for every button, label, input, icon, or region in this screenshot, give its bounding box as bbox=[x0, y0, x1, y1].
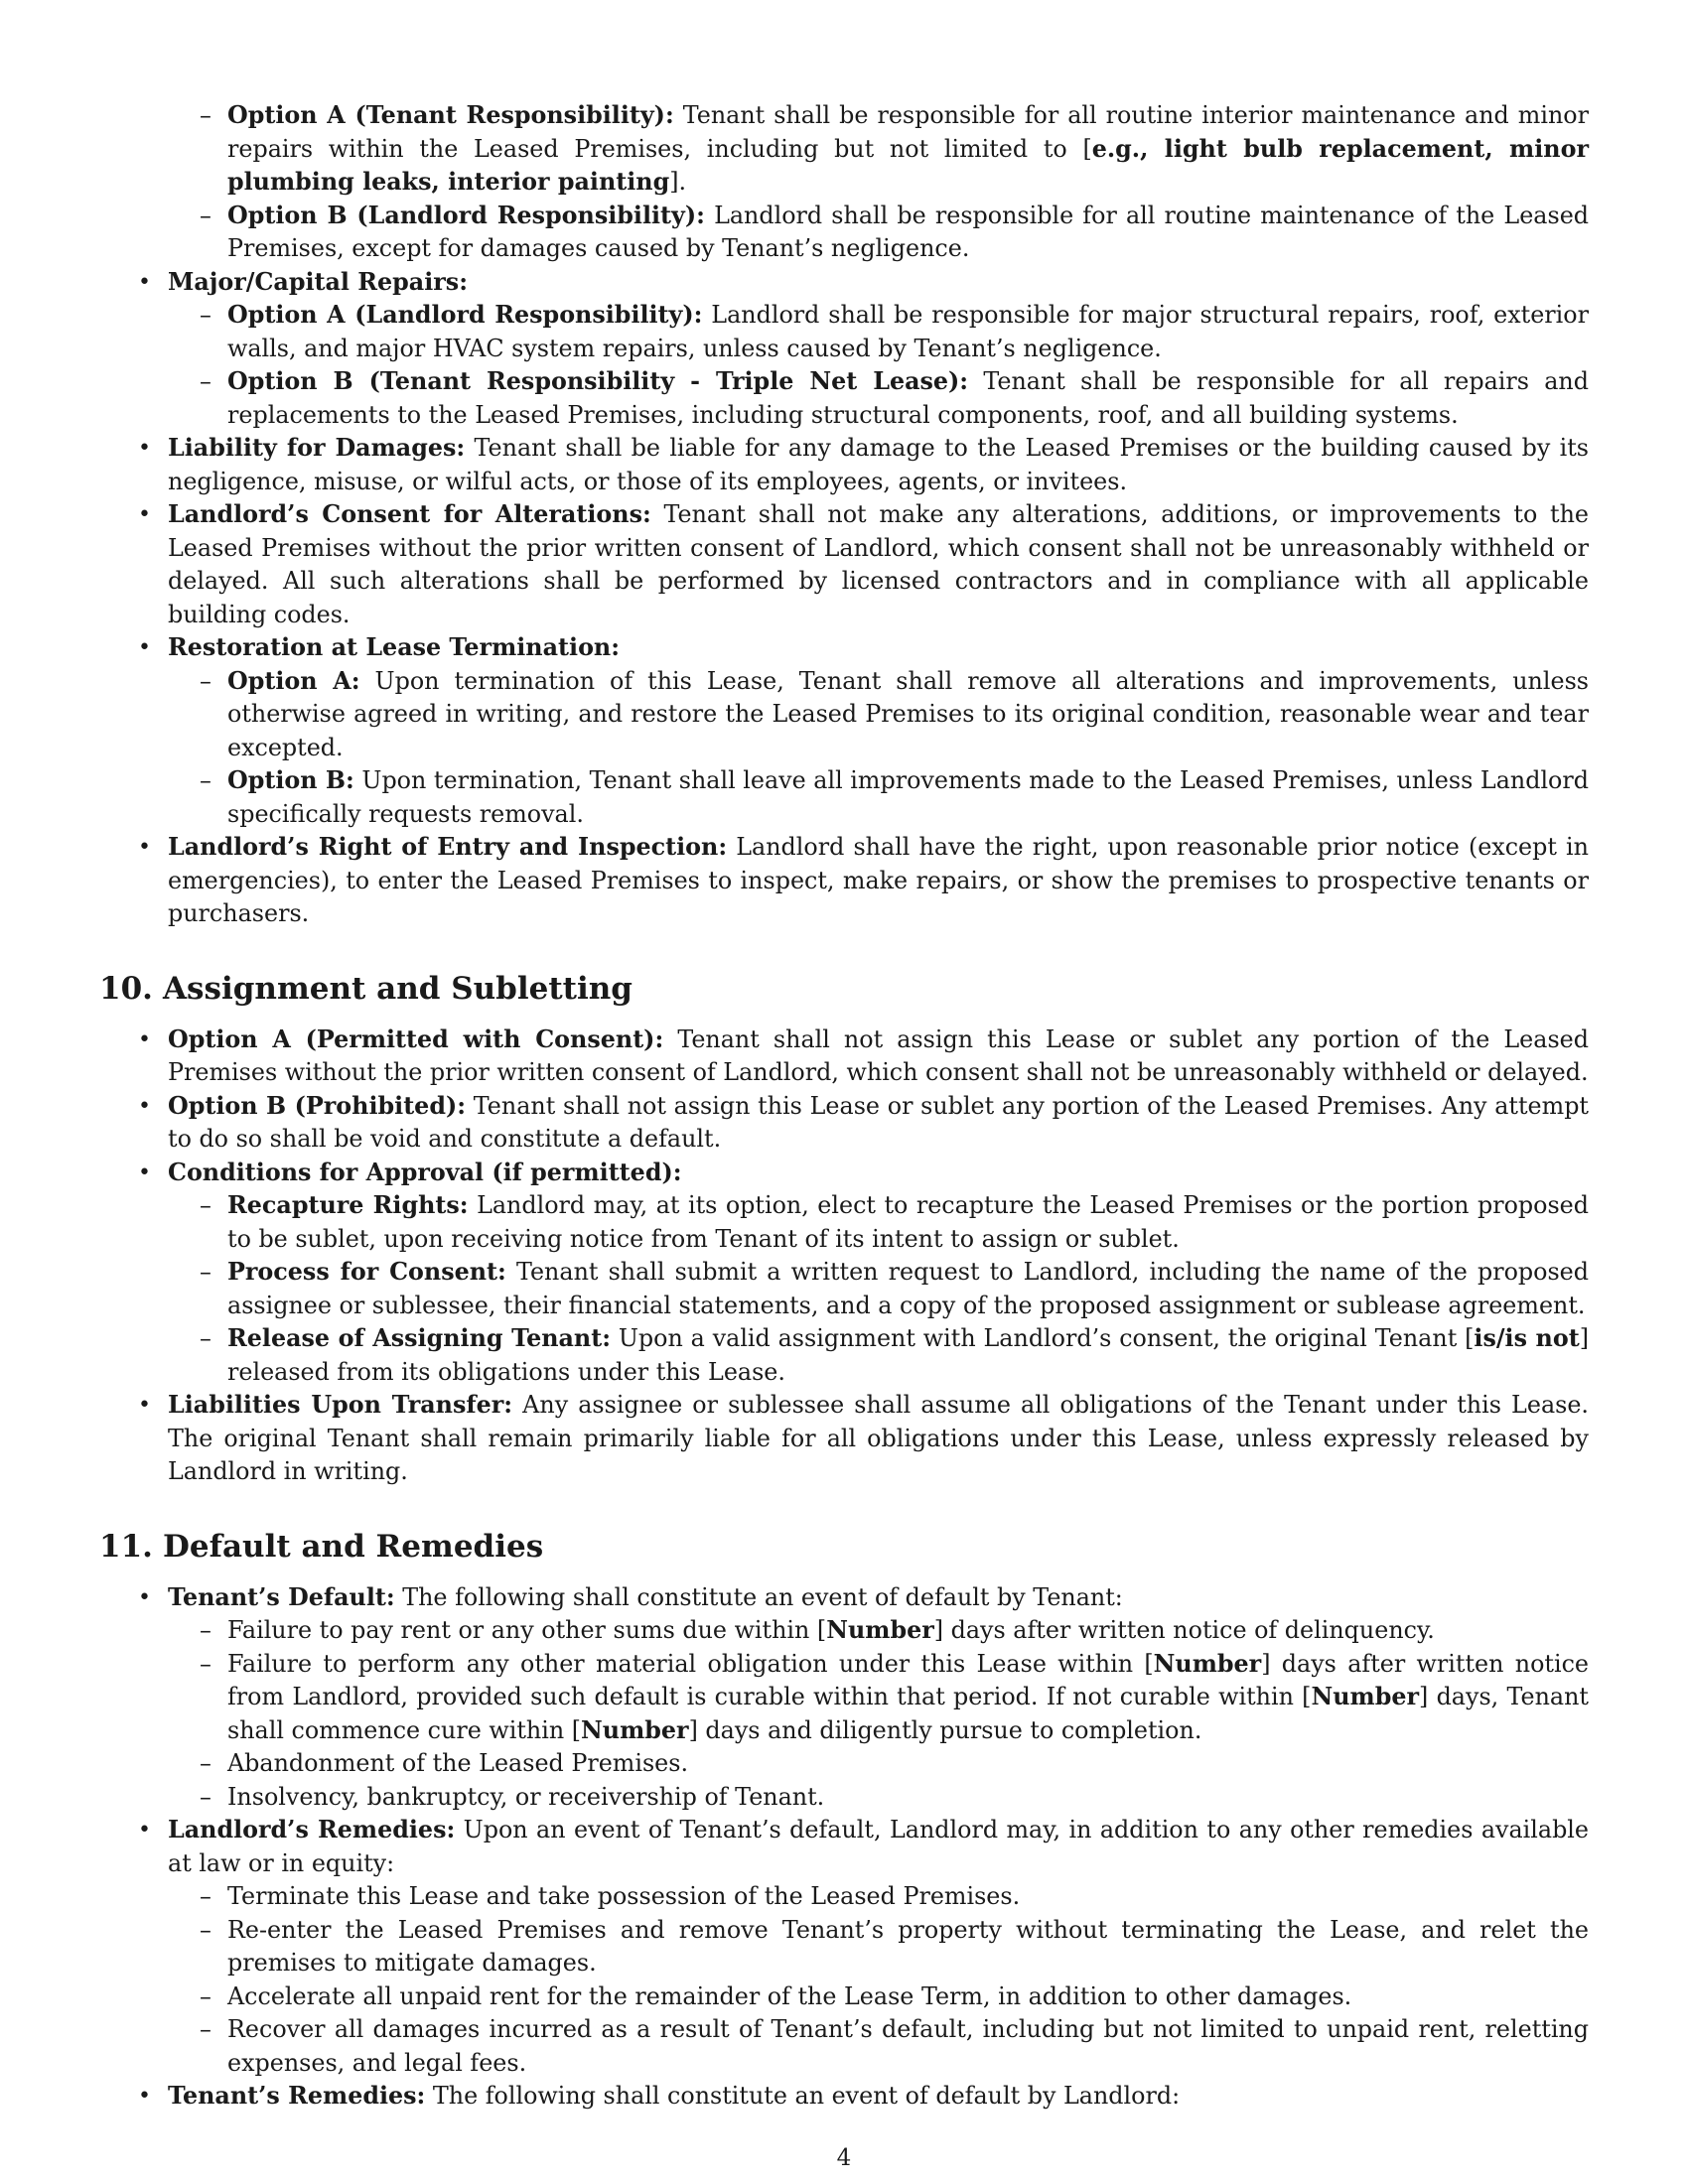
default-abandonment: – Abandonment of the Leased Premises. bbox=[168, 1747, 1589, 1781]
default-nonperformance: – Failure to perform any other material obligation under this Lease within [Number] days after written notice from Landlord, provided such default is curable within that period. If not curable within [Number] days, Tenant shall commence cure within [Number] days and diligently pursue to completion. bbox=[168, 1648, 1589, 1748]
restoration-options-list bbox=[168, 665, 1589, 832]
page-number: 4 bbox=[836, 2145, 852, 2171]
tenant-default-list bbox=[168, 1614, 1589, 1814]
routine-option-a: – Option A (Tenant Responsibility): Tenant shall be responsible for all routine interior maintenance and minor repairs within the Leased Premises, including but not limited to [e.g., light bulb replacement, minor plumbing leaks, interior painting]. bbox=[168, 99, 1589, 200]
restoration-option-b: – Option B: Upon termination, Tenant shall leave all improvements made to the Leased Premises, unless Landlord specifically requests removal. bbox=[168, 764, 1589, 831]
section-10-list bbox=[99, 1024, 1589, 1489]
remedy-reenter: – Re-enter the Leased Premises and remove Tenant’s property without terminating the Lease, and relet the premises to mitigate damages. bbox=[168, 1914, 1589, 1980]
process-for-consent: – Process for Consent: Tenant shall submit a written request to Landlord, including the name of the proposed assignee or sublessee, their financial statements, and a copy of the proposed assignment or sublease agreement. bbox=[168, 1256, 1589, 1322]
approval-conditions-list bbox=[168, 1189, 1589, 1389]
section-10-heading: 10. Assignment and Subletting bbox=[99, 970, 633, 1007]
release-of-assigning-tenant: – Release of Assigning Tenant: Upon a valid assignment with Landlord’s consent, the original Tenant [is/is not] released from its obligations under this Lease. bbox=[168, 1322, 1589, 1389]
remedy-terminate: – Terminate this Lease and take possession of the Leased Premises. bbox=[168, 1880, 1589, 1914]
major-option-a: – Option A (Landlord Responsibility): Landlord shall be responsible for major structural repairs, roof, exterior walls, and major HVAC system repairs, unless caused by Tenant’s negligence. bbox=[168, 299, 1589, 365]
section-11-heading: 11. Default and Remedies bbox=[99, 1528, 544, 1565]
liabilities-upon-transfer: • Liabilities Upon Transfer: Any assignee or sublessee shall assume all obligations of the Tenant under this Lease. The original Tenant shall remain primarily liable for all obligations under this Lease, unless expressly released by Landlord in writing. bbox=[99, 1389, 1589, 1489]
major-repairs-item: • Major/Capital Repairs: – Option A (Landlord Responsibility): Landlord shall be responsible for major structural repairs, roof, exterior walls, and major HVAC system repairs, unless caused by Tenant’s negligence. – Option B (Tenant Responsibility - Triple Net Lease): Tenant shall be responsible for all repairs and replacements to the Leased Premises, including structural components, roof, and all building systems. bbox=[99, 266, 1589, 433]
remedy-recover-damages: – Recover all damages incurred as a result of Tenant’s default, including but not limited to unpaid rent, reletting expenses, and legal fees. bbox=[168, 2013, 1589, 2080]
recapture-rights: – Recapture Rights: Landlord may, at its option, elect to recapture the Leased Premises or the portion proposed to be sublet, upon receiving notice from Tenant of its intent to assign or sublet. bbox=[168, 1189, 1589, 1256]
remedy-accelerate: – Accelerate all unpaid rent for the remainder of the Lease Term, in addition to other damages. bbox=[168, 1980, 1589, 2014]
tenant-remedies-item: • Tenant’s Remedies: The following shall constitute an event of default by Landlord: bbox=[99, 2080, 1589, 2114]
default-nonpayment: – Failure to pay rent or any other sums due within [Number] days after written notice of delinquency. bbox=[168, 1614, 1589, 1648]
default-insolvency: – Insolvency, bankruptcy, or receivership of Tenant. bbox=[168, 1781, 1589, 1815]
routine-maintenance-item bbox=[99, 99, 1589, 266]
routine-option-b: – Option B (Landlord Responsibility): Landlord shall be responsible for all routine maintenance of the Leased Premises, except for damages caused by Tenant’s negligence. bbox=[168, 200, 1589, 266]
alterations-consent-item: • Landlord’s Consent for Alterations: Tenant shall not make any alterations, additions, or improvements to the Leased Premises without the prior written consent of Landlord, which consent shall not be unreasonably withheld or delayed. All such alterations shall be performed by licensed contractors and in compliance with all applicable building codes. bbox=[99, 498, 1589, 631]
landlord-remedies-item: • Landlord’s Remedies: Upon an event of Tenant’s default, Landlord may, in addition to any other remedies available at law or in equity: – Terminate this Lease and take possession of the Leased Premises. – Re-enter the Leased Premises and remove Tenant’s property without terminating the Lease, and relet the premises to mitigate damages. – Accelerate all unpaid rent for the remainder of the Lease Term, in addition to other damages. – Recover all damages incurred as a result of Tenant’s default, including but not limited to unpaid rent, reletting expenses, and legal fees. bbox=[99, 1814, 1589, 2080]
liability-item: • Liability for Damages: Tenant shall be liable for any damage to the Leased Premises or the building caused by its negligence, misuse, or wilful acts, or those of its employees, agents, or invitees. bbox=[99, 432, 1589, 498]
restoration-option-a: – Option A: Upon termination of this Lease, Tenant shall remove all alterations and improvements, unless otherwise agreed in writing, and restore the Leased Premises to its original condition, reasonable wear and tear excepted. bbox=[168, 665, 1589, 765]
restoration-item: • Restoration at Lease Termination: – Option A: Upon termination of this Lease, Tenant shall remove all alterations and improvements, unless otherwise agreed in writing, and restore the Leased Premises to its original condition, reasonable wear and tear excepted. – Option B: Upon termination, Tenant shall leave all improvements made to the Leased Premises, unless Landlord specifically requests removal. bbox=[99, 631, 1589, 831]
entry-inspection-item: • Landlord’s Right of Entry and Inspection: Landlord shall have the right, upon reasonable prior notice (except in emergencies), to enter the Leased Premises to inspect, make repairs, or show the premises to prospective tenants or purchasers. bbox=[99, 831, 1589, 931]
assignment-option-a: • Option A (Permitted with Consent): Tenant shall not assign this Lease or sublet any portion of the Leased Premises without the prior written consent of Landlord, which consent shall not be unreasonably withheld or delayed. bbox=[99, 1024, 1589, 1090]
landlord-remedies-list bbox=[168, 1880, 1589, 2080]
section-11-list bbox=[99, 1581, 1589, 2114]
tenant-default-item: • Tenant’s Default: The following shall constitute an event of default by Tenant: – Failure to pay rent or any other sums due within [Number] days after written notice of delinquency. – Failure to perform any other material obligation under this Lease within [Number] days after written notice from Landlord, provided such default is curable within that period. If not curable within [Number] days, Tenant shall commence cure within [Number] days and diligently pursue to completion. – Abandonment of the Leased Premises. – Insolvency, bankruptcy, or receivership of Tenant. bbox=[99, 1581, 1589, 1815]
document-page bbox=[99, 99, 1589, 2114]
major-option-b: – Option B (Tenant Responsibility - Triple Net Lease): Tenant shall be responsible for all repairs and replacements to the Leased Premises, including structural components, roof, and all building systems. bbox=[168, 365, 1589, 432]
approval-conditions-item: • Conditions for Approval (if permitted): – Recapture Rights: Landlord may, at its option, elect to recapture the Leased Premises or the portion proposed to be sublet, upon receiving notice from Tenant of its intent to assign or sublet. – Process for Consent: Tenant shall submit a written request to Landlord, including the name of the proposed assignee or sublessee, their financial statements, and a copy of the proposed assignment or sublease agreement. – Release of Assigning Tenant: Upon a valid assignment with Landlord’s consent, the original Tenant [is/is not] released from its obligations under this Lease. bbox=[99, 1157, 1589, 1390]
assignment-option-b: • Option B (Prohibited): Tenant shall not assign this Lease or sublet any portion of the Leased Premises. Any attempt to do so shall be void and constitute a default. bbox=[99, 1090, 1589, 1157]
maintenance-list bbox=[99, 99, 1589, 931]
major-options-list bbox=[168, 299, 1589, 432]
routine-options-list bbox=[168, 99, 1589, 266]
